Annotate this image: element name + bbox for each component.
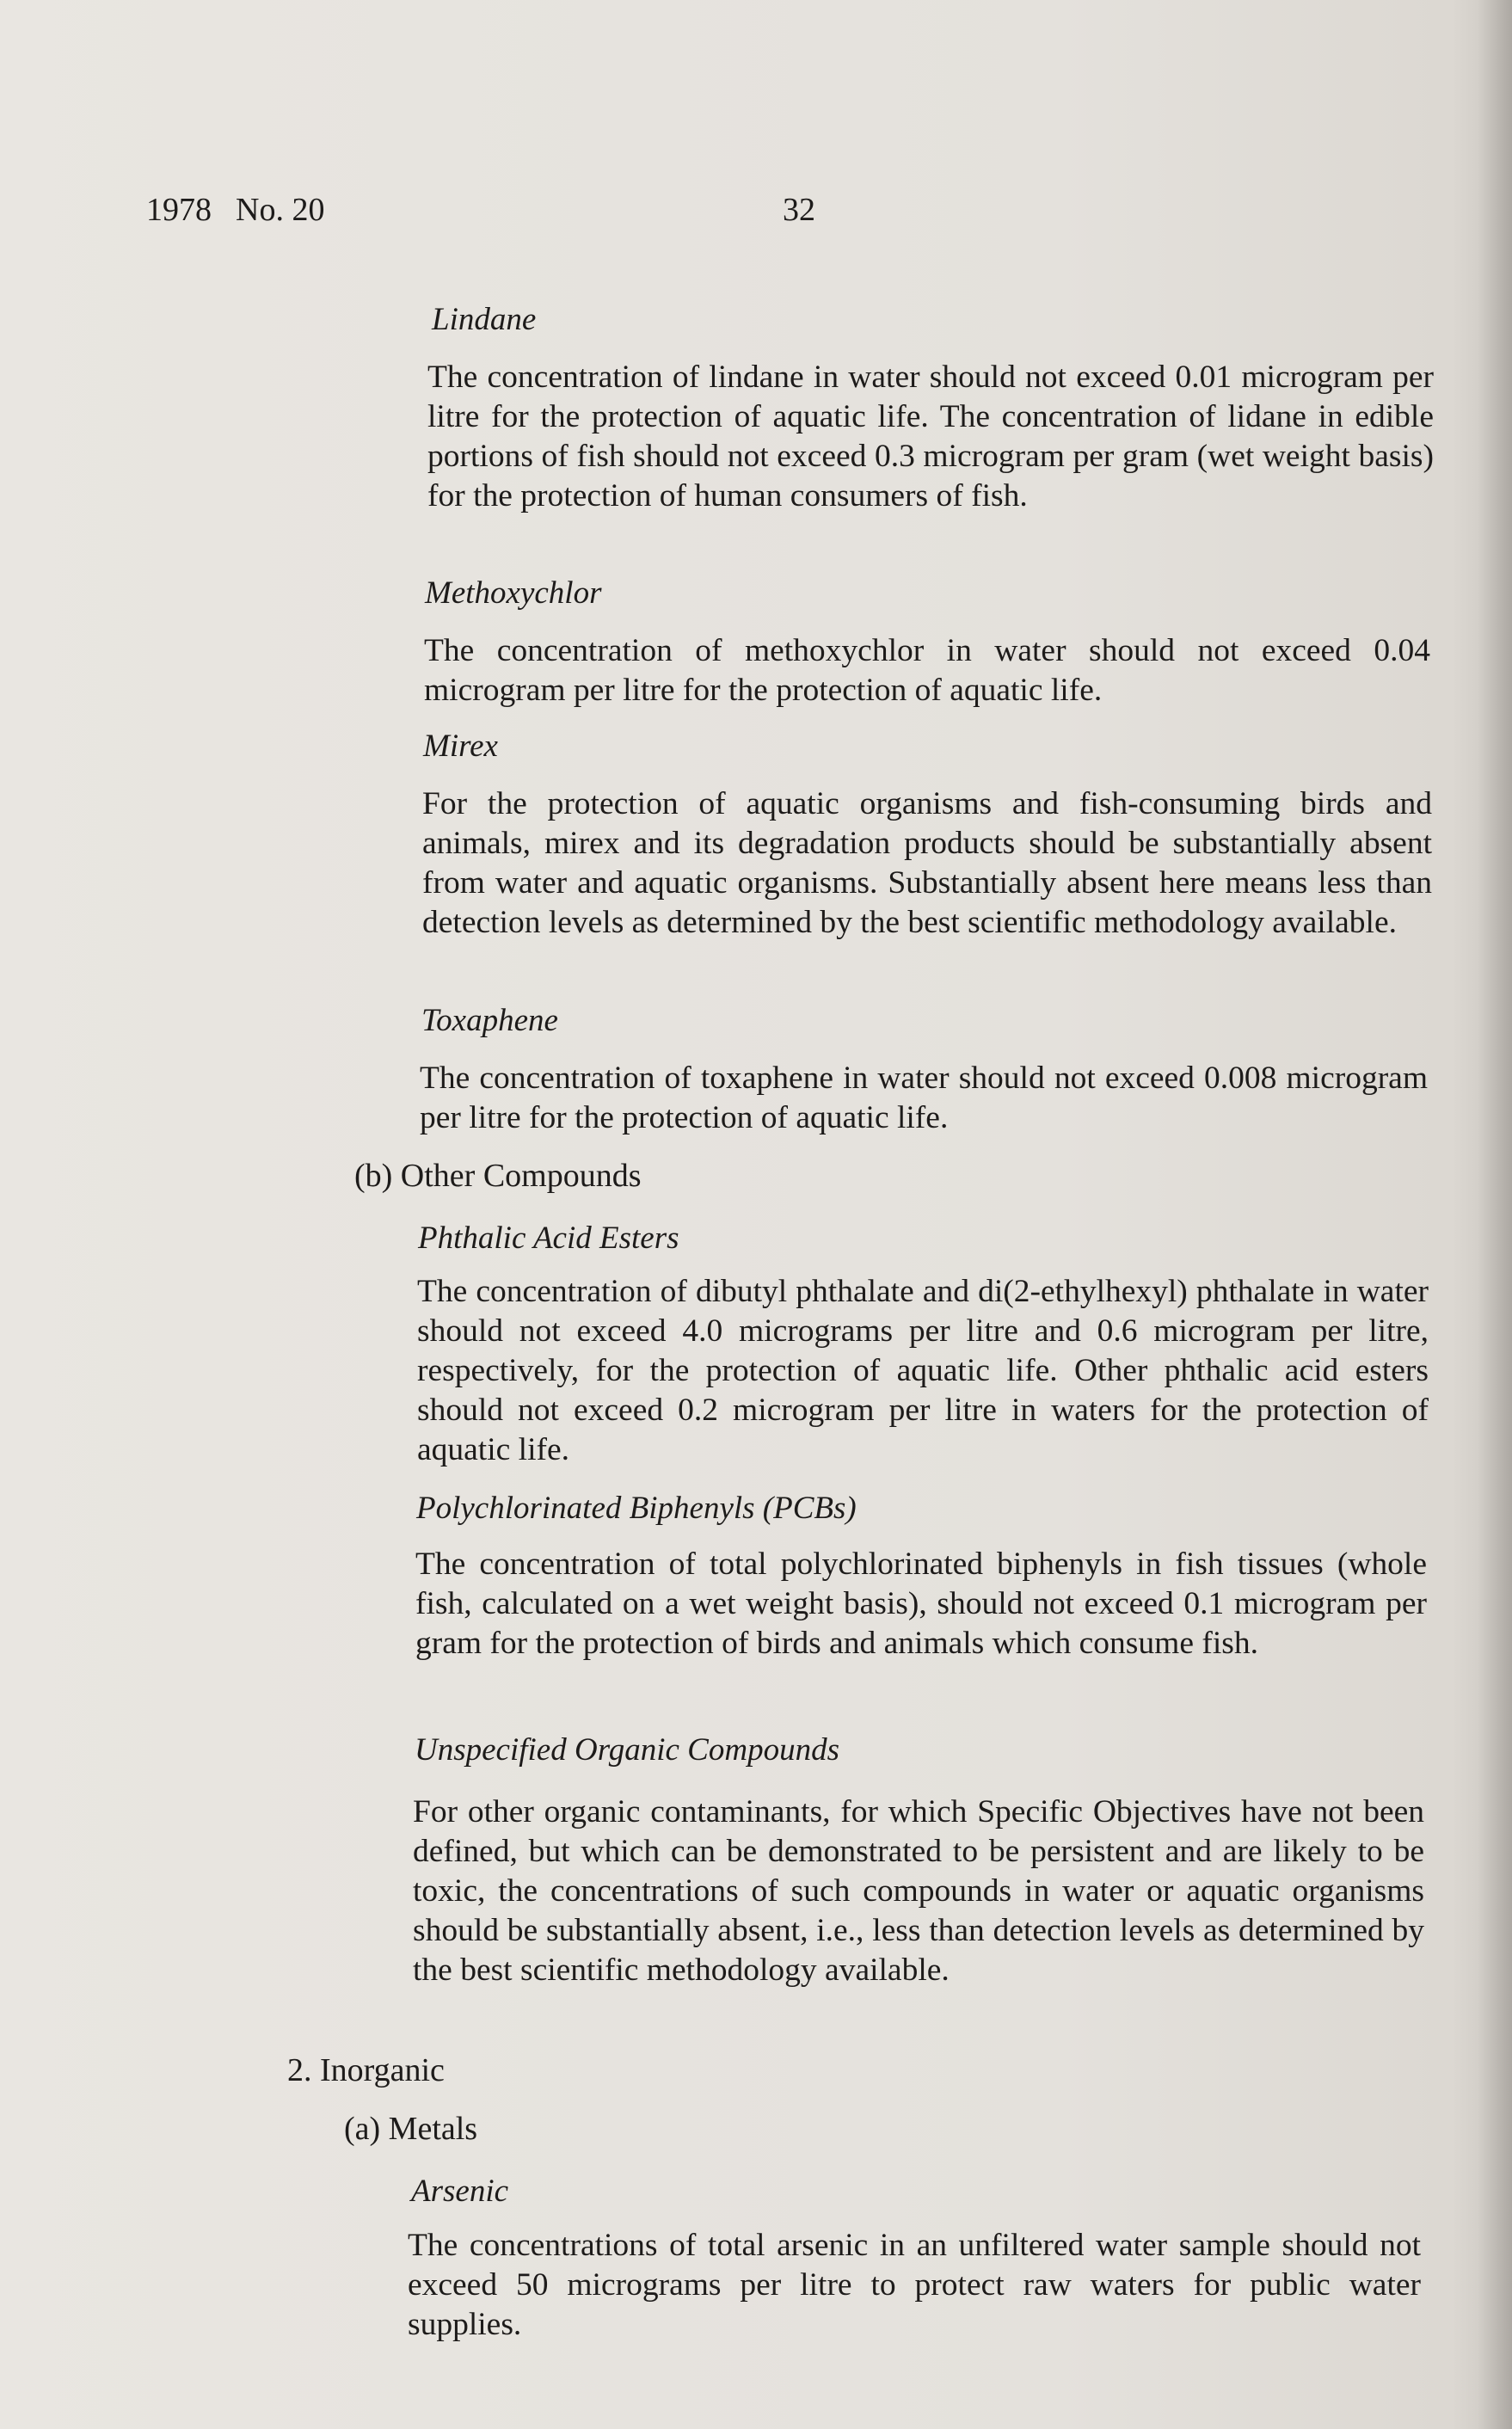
paragraph-lindane: The concentration of lindane in water should not exceed 0.01 microgram per litre for the protection of aquatic life. The concentration of lidane in edible portions of fish should not exceed 0.3 microgram per gram (wet weight basis) for the protection of human consumers of fish. — [427, 360, 1434, 513]
page-number: 32 — [783, 192, 815, 228]
heading-toxaphene: Toxaphene — [421, 1003, 558, 1038]
paragraph-pcbs: The concentration of total polychlorinated biphenyls in fish tissues (whole fish, calculated on a wet weight basis), should not exceed 0.1 microgram per gram for the protection of birds and animals which consume fish. — [415, 1547, 1427, 1661]
page-edge-shadow — [1478, 0, 1512, 2429]
paragraph-unspecified-organic: For other organic contaminants, for which Specific Objectives have not been defined, but which can be demonstrated to be persistent and are likely to be toxic, the concentrations of such compounds in water or aquatic organisms should be substantially absent, i.e., less than detection levels as determined by the best scientific methodology available. — [413, 1794, 1424, 1988]
heading-phthalic-acid-esters: Phthalic Acid Esters — [418, 1221, 679, 1256]
header-number: No. 20 — [236, 192, 325, 228]
heading-mirex: Mirex — [423, 729, 498, 764]
heading-pcbs: Polychlorinated Biphenyls (PCBs) — [416, 1491, 857, 1526]
heading-arsenic: Arsenic — [411, 2174, 509, 2209]
paragraph-methoxychlor: The concentration of methoxychlor in water should not exceed 0.04 microgram per litre for the protection of aquatic life. — [424, 633, 1430, 708]
heading-methoxychlor: Methoxychlor — [425, 575, 602, 611]
paragraph-arsenic: The concentrations of total arsenic in an unfiltered water sample should not exceed 50 micrograms per litre to protect raw waters for public water supplies. — [408, 2228, 1421, 2342]
running-header — [146, 191, 324, 229]
paragraph-toxaphene: The concentration of toxaphene in water should not exceed 0.008 microgram per litre for the protection of aquatic life. — [420, 1061, 1428, 1135]
heading-unspecified-organic: Unspecified Organic Compounds — [415, 1732, 839, 1768]
header-year: 1978 — [146, 192, 212, 228]
paragraph-mirex: For the protection of aquatic organisms and fish-consuming birds and animals, mirex and its degradation products should be substantially absent from water and aquatic organisms. Substantially absent here means less than detection levels as determined by the best scientific methodology available. — [422, 786, 1432, 940]
paragraph-phthalic-acid-esters: The concentration of dibutyl phthalate and di(2-ethylhexyl) phthalate in water should not exceed 4.0 micrograms per litre and 0.6 microgram per litre, respectively, for the protection of aquatic life. Other phthalic acid esters should not exceed 0.2 microgram per litre in waters for the protection of aquatic life. — [417, 1274, 1429, 1467]
heading-lindane: Lindane — [432, 302, 537, 337]
section-metals: (a) Metals — [344, 2111, 478, 2147]
section-inorganic: 2. Inorganic — [287, 2052, 445, 2088]
section-other-compounds: (b) Other Compounds — [354, 1158, 642, 1194]
